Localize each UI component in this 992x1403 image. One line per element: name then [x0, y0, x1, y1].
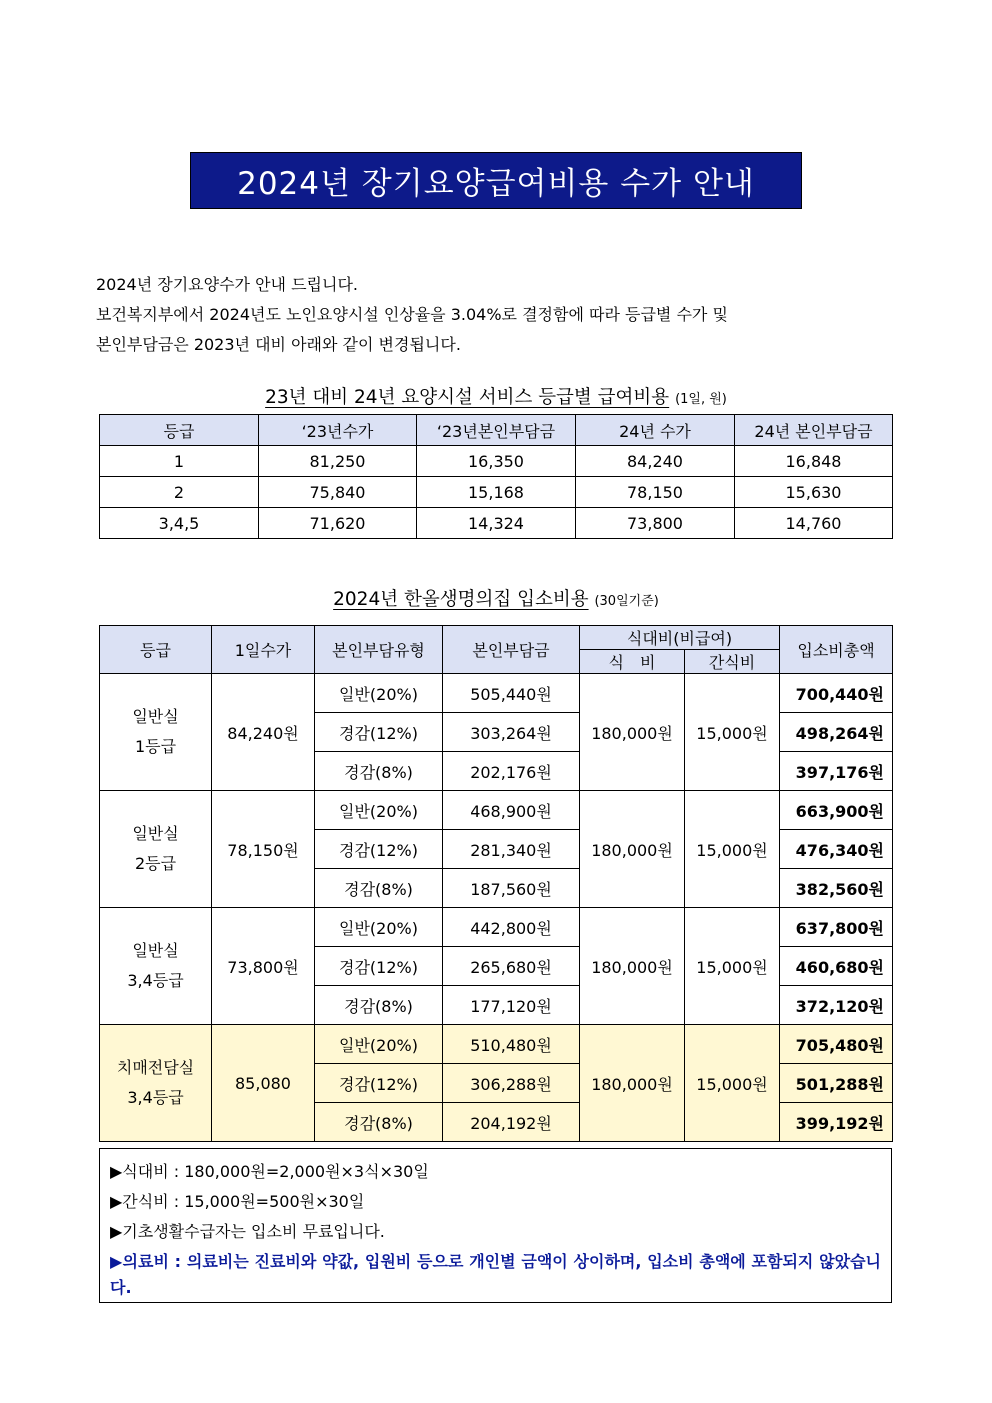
copay-type-cell: 경감(8%): [315, 752, 443, 791]
copay-type-cell: 경감(12%): [315, 830, 443, 869]
table-row: [100, 1025, 893, 1064]
snack-cell: 15,000원: [685, 1025, 780, 1142]
total-cell: 501,288원: [780, 1064, 893, 1103]
header-cell: 등급: [100, 626, 212, 674]
copay-cell: 505,440원: [443, 674, 580, 713]
snack-cell: 15,000원: [685, 791, 780, 908]
header-cell: 24년 본인부담금: [735, 415, 893, 446]
total-cell: 460,680원: [780, 947, 893, 986]
grade-label: 3,4등급: [127, 1088, 184, 1107]
table-row: [100, 477, 893, 508]
copay-type-cell: 경감(12%): [315, 1064, 443, 1103]
header-cell: 간식비: [685, 650, 780, 674]
meal-cell: 180,000원: [580, 791, 685, 908]
table-cell: 84,240: [576, 446, 735, 477]
copay-cell: 442,800원: [443, 908, 580, 947]
note-medical: ▶의료비 : 의료비는 진료비와 약값, 입원비 등으로 개인별 금액이 상이하며, 입소비 총액에 포함되지 않았습니다.: [110, 1252, 881, 1297]
table-header-row: [100, 415, 893, 446]
daily-fee-cell: 84,240원: [212, 674, 315, 791]
note-line: ▶간식비 : 15,000원=500원×30일: [110, 1192, 365, 1211]
grade-cell: [100, 908, 212, 1025]
total-cell: 399,192원: [780, 1103, 893, 1142]
page-title-box: [190, 152, 802, 209]
table2-unit: (30일기준): [594, 594, 659, 609]
total-cell: 700,440원: [780, 674, 893, 713]
table-cell: 1: [100, 446, 259, 477]
table-header-row: [100, 626, 893, 650]
table-row: [100, 908, 893, 947]
admission-cost-table: [99, 625, 893, 1142]
table-cell: 16,848: [735, 446, 893, 477]
table-cell: 15,168: [417, 477, 576, 508]
daily-fee-cell: 73,800원: [212, 908, 315, 1025]
table1-unit: (1일, 원): [675, 392, 727, 407]
fee-comparison-table: [99, 414, 893, 539]
intro-text: [96, 270, 896, 360]
copay-type-cell: 일반(20%): [315, 1025, 443, 1064]
table-cell: 81,250: [259, 446, 417, 477]
grade-label: 일반실: [132, 707, 179, 726]
header-cell: 등급: [100, 415, 259, 446]
table1-title-text: 23년 대비 24년 요양시설 서비스 등급별 급여비용: [265, 387, 670, 408]
snack-cell: 15,000원: [685, 674, 780, 791]
total-cell: 372,120원: [780, 986, 893, 1025]
table-row: [100, 508, 893, 539]
copay-cell: 510,480원: [443, 1025, 580, 1064]
table2-title-text: 2024년 한올생명의집 입소비용: [333, 589, 589, 610]
table-cell: 3,4,5: [100, 508, 259, 539]
copay-cell: 303,264원: [443, 713, 580, 752]
grade-label: 3,4등급: [127, 971, 184, 990]
table-cell: 75,840: [259, 477, 417, 508]
grade-label: 일반실: [132, 941, 179, 960]
copay-cell: 281,340원: [443, 830, 580, 869]
header-cell: 본인부담유형: [315, 626, 443, 674]
table-row: [100, 674, 893, 713]
grade-cell: [100, 791, 212, 908]
header-cell: 1일수가: [212, 626, 315, 674]
copay-cell: 306,288원: [443, 1064, 580, 1103]
snack-cell: 15,000원: [685, 908, 780, 1025]
table-cell: 78,150: [576, 477, 735, 508]
meal-cell: 180,000원: [580, 674, 685, 791]
copay-type-cell: 경감(8%): [315, 869, 443, 908]
table-cell: 16,350: [417, 446, 576, 477]
table-row: [100, 791, 893, 830]
copay-type-cell: 일반(20%): [315, 908, 443, 947]
copay-cell: 202,176원: [443, 752, 580, 791]
table-cell: 71,620: [259, 508, 417, 539]
header-cell: ‘23년수가: [259, 415, 417, 446]
page-title: 2024년 장기요양급여비용 수가 안내: [237, 166, 755, 202]
table2-title: [0, 585, 992, 611]
header-cell: 본인부담금: [443, 626, 580, 674]
notes-box: [99, 1148, 892, 1303]
meal-cell: 180,000원: [580, 908, 685, 1025]
copay-type-cell: 일반(20%): [315, 674, 443, 713]
copay-cell: 265,680원: [443, 947, 580, 986]
grade-label: 일반실: [132, 824, 179, 843]
total-cell: 637,800원: [780, 908, 893, 947]
copay-cell: 468,900원: [443, 791, 580, 830]
total-cell: 382,560원: [780, 869, 893, 908]
copay-cell: 187,560원: [443, 869, 580, 908]
grade-label: 치매전담실: [116, 1058, 195, 1077]
note-line: ▶기초생활수급자는 입소비 무료입니다.: [110, 1222, 385, 1241]
copay-type-cell: 경감(12%): [315, 947, 443, 986]
daily-fee-cell: 78,150원: [212, 791, 315, 908]
header-cell: 식 비: [580, 650, 685, 674]
grade-label: 2등급: [134, 854, 177, 873]
grade-cell: [100, 1025, 212, 1142]
table-row: [100, 446, 893, 477]
header-cell: 입소비총액: [780, 626, 893, 674]
table-cell: 73,800: [576, 508, 735, 539]
note-line: ▶식대비 : 180,000원=2,000원×3식×30일: [110, 1162, 429, 1181]
total-cell: 476,340원: [780, 830, 893, 869]
grade-cell: [100, 674, 212, 791]
total-cell: 397,176원: [780, 752, 893, 791]
table-cell: 15,630: [735, 477, 893, 508]
table-cell: 14,760: [735, 508, 893, 539]
copay-cell: 177,120원: [443, 986, 580, 1025]
copay-cell: 204,192원: [443, 1103, 580, 1142]
copay-type-cell: 경감(8%): [315, 1103, 443, 1142]
copay-type-cell: 경감(8%): [315, 986, 443, 1025]
table1-title: [0, 383, 992, 409]
grade-label: 1등급: [134, 737, 177, 756]
table-cell: 14,324: [417, 508, 576, 539]
total-cell: 663,900원: [780, 791, 893, 830]
header-cell: 24년 수가: [576, 415, 735, 446]
header-cell: ‘23년본인부담금: [417, 415, 576, 446]
daily-fee-cell: 85,080: [212, 1025, 315, 1142]
meal-cell: 180,000원: [580, 1025, 685, 1142]
intro-line: 보건복지부에서 2024년도 노인요양시설 인상율을 3.04%로 결정함에 따라 등급별 수가 및: [96, 305, 728, 324]
header-cell: 식대비(비급여): [580, 626, 780, 650]
table-cell: 2: [100, 477, 259, 508]
total-cell: 705,480원: [780, 1025, 893, 1064]
total-cell: 498,264원: [780, 713, 893, 752]
copay-type-cell: 일반(20%): [315, 791, 443, 830]
copay-type-cell: 경감(12%): [315, 713, 443, 752]
intro-line: 2024년 장기요양수가 안내 드립니다.: [96, 275, 358, 294]
intro-line: 본인부담금은 2023년 대비 아래와 같이 변경됩니다.: [96, 335, 461, 354]
